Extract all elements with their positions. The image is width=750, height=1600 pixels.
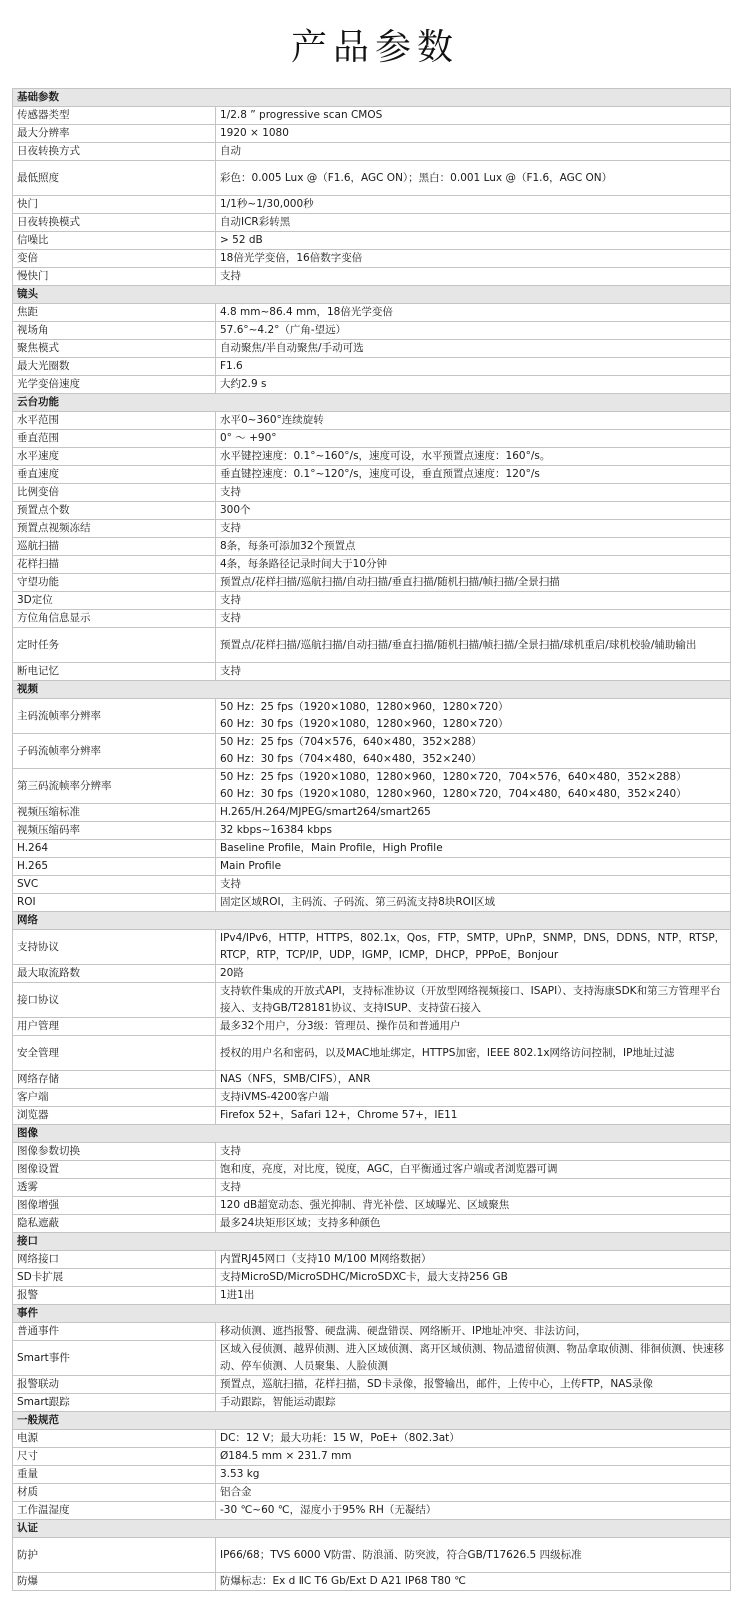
- param-value: 最多24块矩形区域；支持多种颜色: [216, 1215, 731, 1233]
- table-row: [13, 804, 731, 822]
- param-name: 快门: [13, 196, 216, 214]
- param-name: 视场角: [13, 322, 216, 340]
- table-row: [13, 376, 731, 394]
- param-name: 垂直速度: [13, 466, 216, 484]
- table-row: [13, 1573, 731, 1591]
- table-row: [13, 412, 731, 430]
- param-value: 预置点/花样扫描/巡航扫描/自动扫描/垂直扫描/随机扫描/帧扫描/全景扫描: [216, 574, 731, 592]
- param-value: Main Profile: [216, 858, 731, 876]
- param-name: 最大取流路数: [13, 965, 216, 983]
- param-name: 日夜转换模式: [13, 214, 216, 232]
- param-name: 接口协议: [13, 983, 216, 1018]
- param-value: 防爆标志：Ex d ⅡC T6 Gb/Ext D A21 IP68 T80 ℃: [216, 1573, 731, 1591]
- table-row: [13, 502, 731, 520]
- param-name: 工作温湿度: [13, 1502, 216, 1520]
- param-value: 支持: [216, 663, 731, 681]
- param-name: 传感器类型: [13, 107, 216, 125]
- table-row: [13, 1287, 731, 1305]
- table-row: [13, 1161, 731, 1179]
- table-row: [13, 358, 731, 376]
- table-row: [13, 1179, 731, 1197]
- param-name: 浏览器: [13, 1107, 216, 1125]
- table-row: [13, 538, 731, 556]
- param-name: 透雾: [13, 1179, 216, 1197]
- param-value: 水平0~360°连续旋转: [216, 412, 731, 430]
- section-title: 网络: [13, 912, 731, 930]
- param-name: H.264: [13, 840, 216, 858]
- section-title: 接口: [13, 1233, 731, 1251]
- table-row: [13, 250, 731, 268]
- param-value: 支持: [216, 592, 731, 610]
- param-name: 视频压缩码率: [13, 822, 216, 840]
- param-value: 支持软件集成的开放式API，支持标准协议（开放型网络视频接口、ISAPI）、支持海康SDK和第三方管理平台接入、支持GB/T28181协议、支持ISUP、支持萤石接入: [216, 983, 731, 1018]
- section-title: 一般规范: [13, 1412, 731, 1430]
- section-title: 基础参数: [13, 89, 731, 107]
- param-name: 报警联动: [13, 1376, 216, 1394]
- param-name: 第三码流帧率分辨率: [13, 769, 216, 804]
- table-row: [13, 574, 731, 592]
- param-name: 花样扫描: [13, 556, 216, 574]
- table-row: [13, 196, 731, 214]
- table-row: [13, 1376, 731, 1394]
- param-name: 定时任务: [13, 628, 216, 663]
- param-value: 1进1出: [216, 1287, 731, 1305]
- param-name: 视频压缩标准: [13, 804, 216, 822]
- section-title: 事件: [13, 1305, 731, 1323]
- param-name: 最大光圈数: [13, 358, 216, 376]
- param-value: 120 dB超宽动态、强光抑制、背光补偿、区域曝光、区域聚焦: [216, 1197, 731, 1215]
- param-name: 守望功能: [13, 574, 216, 592]
- param-name: 客户端: [13, 1089, 216, 1107]
- param-name: 预置点个数: [13, 502, 216, 520]
- param-name: 焦距: [13, 304, 216, 322]
- table-row: [13, 1251, 731, 1269]
- table-row: [13, 1269, 731, 1287]
- param-value: 1920 × 1080: [216, 125, 731, 143]
- param-value: 支持: [216, 876, 731, 894]
- param-value: 3.53 kg: [216, 1466, 731, 1484]
- spec-table: [12, 88, 731, 1591]
- table-row: [13, 232, 731, 250]
- param-value: 内置RJ45网口（支持10 M/100 M网络数据）: [216, 1251, 731, 1269]
- param-name: 水平范围: [13, 412, 216, 430]
- param-value: 区域入侵侦测、越界侦测、进入区域侦测、离开区域侦测、物品遗留侦测、物品拿取侦测、徘徊侦测、快速移动、停车侦测、人员聚集、人脸侦测: [216, 1341, 731, 1376]
- table-row: [13, 1089, 731, 1107]
- param-value: Baseline Profile，Main Profile，High Profile: [216, 840, 731, 858]
- param-name: 图像设置: [13, 1161, 216, 1179]
- param-value: 支持: [216, 484, 731, 502]
- param-name: SVC: [13, 876, 216, 894]
- param-name: 防护: [13, 1538, 216, 1573]
- table-row: [13, 125, 731, 143]
- param-name: 垂直范围: [13, 430, 216, 448]
- param-value: 垂直键控速度：0.1°~120°/s，速度可设，垂直预置点速度：120°/s: [216, 466, 731, 484]
- table-row: [13, 822, 731, 840]
- param-value: 支持: [216, 1143, 731, 1161]
- param-value: F1.6: [216, 358, 731, 376]
- table-row: [13, 161, 731, 196]
- table-row: [13, 769, 731, 804]
- param-value: 自动: [216, 143, 731, 161]
- table-row: [13, 930, 731, 965]
- table-row: [13, 1323, 731, 1341]
- param-value: 1/2.8 ” progressive scan CMOS: [216, 107, 731, 125]
- param-value: 授权的用户名和密码，以及MAC地址绑定，HTTPS加密，IEEE 802.1x网络访问控制，IP地址过滤: [216, 1036, 731, 1071]
- param-name: Smart事件: [13, 1341, 216, 1376]
- section-header: [13, 1520, 731, 1538]
- table-row: [13, 1107, 731, 1125]
- section-title: 认证: [13, 1520, 731, 1538]
- param-value: 自动聚焦/半自动聚焦/手动可选: [216, 340, 731, 358]
- param-value: 自动ICR彩转黑: [216, 214, 731, 232]
- param-value: NAS（NFS，SMB/CIFS），ANR: [216, 1071, 731, 1089]
- param-value: 支持iVMS-4200客户端: [216, 1089, 731, 1107]
- param-value: 饱和度，亮度，对比度，锐度，AGC，白平衡通过客户端或者浏览器可调: [216, 1161, 731, 1179]
- table-row: [13, 143, 731, 161]
- param-value: 50 Hz：25 fps（704×576，640×480，352×288） 60 Hz：30 fps（704×480，640×480，352×240）: [216, 734, 731, 769]
- param-value: H.265/H.264/MJPEG/smart264/smart265: [216, 804, 731, 822]
- param-value: Ø184.5 mm × 231.7 mm: [216, 1448, 731, 1466]
- param-value: 彩色：0.005 Lux @（F1.6，AGC ON）；黑白：0.001 Lux @（F1.6，AGC ON）: [216, 161, 731, 196]
- section-header: [13, 394, 731, 412]
- table-row: [13, 1394, 731, 1412]
- table-row: [13, 894, 731, 912]
- table-row: [13, 1143, 731, 1161]
- param-name: 重量: [13, 1466, 216, 1484]
- param-value: 支持: [216, 268, 731, 286]
- page-title: 产品参数: [290, 27, 459, 68]
- param-name: 预置点视频冻结: [13, 520, 216, 538]
- param-name: 材质: [13, 1484, 216, 1502]
- table-row: [13, 699, 731, 734]
- param-value: 18倍光学变倍，16倍数字变倍: [216, 250, 731, 268]
- param-value: 预置点/花样扫描/巡航扫描/自动扫描/垂直扫描/随机扫描/帧扫描/全景扫描/球机重启/球机校验/辅助输出: [216, 628, 731, 663]
- param-name: 变倍: [13, 250, 216, 268]
- param-value: 8条，每条可添加32个预置点: [216, 538, 731, 556]
- table-row: [13, 965, 731, 983]
- table-row: [13, 876, 731, 894]
- param-name: 3D定位: [13, 592, 216, 610]
- param-name: 尺寸: [13, 1448, 216, 1466]
- param-value: DC：12 V；最大功耗：15 W，PoE+（802.3at）: [216, 1430, 731, 1448]
- param-name: 信噪比: [13, 232, 216, 250]
- param-name: 用户管理: [13, 1018, 216, 1036]
- param-name: 电源: [13, 1430, 216, 1448]
- param-value: 57.6°~4.2°（广角-望远）: [216, 322, 731, 340]
- table-row: [13, 734, 731, 769]
- param-name: H.265: [13, 858, 216, 876]
- table-row: [13, 1484, 731, 1502]
- param-value: 32 kbps~16384 kbps: [216, 822, 731, 840]
- table-row: [13, 1018, 731, 1036]
- param-value: 大约2.9 s: [216, 376, 731, 394]
- table-row: [13, 663, 731, 681]
- param-value: 1/1秒~1/30,000秒: [216, 196, 731, 214]
- param-value: 铝合金: [216, 1484, 731, 1502]
- table-row: [13, 610, 731, 628]
- table-row: [13, 1197, 731, 1215]
- param-value: 300个: [216, 502, 731, 520]
- table-row: [13, 214, 731, 232]
- table-row: [13, 1448, 731, 1466]
- table-row: [13, 466, 731, 484]
- table-row: [13, 1502, 731, 1520]
- param-value: 支持MicroSD/MicroSDHC/MicroSDXC卡，最大支持256 GB: [216, 1269, 731, 1287]
- table-row: [13, 628, 731, 663]
- param-value: 支持: [216, 1179, 731, 1197]
- table-row: [13, 1215, 731, 1233]
- param-name: 子码流帧率分辨率: [13, 734, 216, 769]
- param-name: 防爆: [13, 1573, 216, 1591]
- param-value: 预置点，巡航扫描，花样扫描，SD卡录像，报警输出，邮件，上传中心，上传FTP，NAS录像: [216, 1376, 731, 1394]
- param-value: 移动侦测、遮挡报警、硬盘满、硬盘错误、网络断开、IP地址冲突、非法访问，: [216, 1323, 731, 1341]
- table-row: [13, 592, 731, 610]
- table-row: [13, 1341, 731, 1376]
- section-header: [13, 681, 731, 699]
- table-row: [13, 1466, 731, 1484]
- param-name: 主码流帧率分辨率: [13, 699, 216, 734]
- section-header: [13, 1233, 731, 1251]
- param-name: SD卡扩展: [13, 1269, 216, 1287]
- param-name: 比例变倍: [13, 484, 216, 502]
- param-value: Firefox 52+，Safari 12+，Chrome 57+，IE11: [216, 1107, 731, 1125]
- param-name: 水平速度: [13, 448, 216, 466]
- param-name: 断电记忆: [13, 663, 216, 681]
- section-title: 云台功能: [13, 394, 731, 412]
- param-value: 支持: [216, 610, 731, 628]
- table-row: [13, 520, 731, 538]
- table-row: [13, 430, 731, 448]
- param-value: IP66/68；TVS 6000 V防雷、防浪涌、防突波，符合GB/T17626.5 四级标准: [216, 1538, 731, 1573]
- table-row: [13, 322, 731, 340]
- param-name: 网络存储: [13, 1071, 216, 1089]
- section-header: [13, 1412, 731, 1430]
- section-header: [13, 1305, 731, 1323]
- param-name: 光学变倍速度: [13, 376, 216, 394]
- param-name: 支持协议: [13, 930, 216, 965]
- table-row: [13, 484, 731, 502]
- param-name: 安全管理: [13, 1036, 216, 1071]
- param-name: 巡航扫描: [13, 538, 216, 556]
- param-name: 慢快门: [13, 268, 216, 286]
- table-row: [13, 858, 731, 876]
- section-header: [13, 89, 731, 107]
- param-name: 普通事件: [13, 1323, 216, 1341]
- param-value: IPv4/IPv6，HTTP，HTTPS，802.1x，Qos，FTP，SMTP，UPnP，SNMP，DNS，DDNS，NTP，RTSP，RTCP，RTP，TCP/IP，UDP，IGMP，ICMP，DHCP，PPPoE，Bonjour: [216, 930, 731, 965]
- param-value: 4条，每条路径记录时间大于10分钟: [216, 556, 731, 574]
- section-header: [13, 912, 731, 930]
- param-value: 20路: [216, 965, 731, 983]
- table-row: [13, 556, 731, 574]
- param-name: 图像增强: [13, 1197, 216, 1215]
- section-header: [13, 1125, 731, 1143]
- param-name: 最大分辨率: [13, 125, 216, 143]
- table-row: [13, 448, 731, 466]
- section-header: [13, 286, 731, 304]
- param-name: 隐私遮蔽: [13, 1215, 216, 1233]
- table-row: [13, 304, 731, 322]
- param-name: 聚焦模式: [13, 340, 216, 358]
- param-value: 手动跟踪，智能运动跟踪: [216, 1394, 731, 1412]
- table-row: [13, 1036, 731, 1071]
- table-row: [13, 1430, 731, 1448]
- section-title: 视频: [13, 681, 731, 699]
- param-value: 0° ～ +90°: [216, 430, 731, 448]
- table-row: [13, 983, 731, 1018]
- param-name: Smart跟踪: [13, 1394, 216, 1412]
- param-name: 方位角信息显示: [13, 610, 216, 628]
- param-value: 固定区域ROI，主码流、子码流、第三码流支持8块ROI区域: [216, 894, 731, 912]
- table-row: [13, 107, 731, 125]
- section-title: 镜头: [13, 286, 731, 304]
- param-value: 4.8 mm~86.4 mm，18倍光学变倍: [216, 304, 731, 322]
- param-value: > 52 dB: [216, 232, 731, 250]
- param-value: 支持: [216, 520, 731, 538]
- table-row: [13, 1538, 731, 1573]
- table-row: [13, 840, 731, 858]
- table-row: [13, 340, 731, 358]
- param-name: ROI: [13, 894, 216, 912]
- param-name: 最低照度: [13, 161, 216, 196]
- param-name: 报警: [13, 1287, 216, 1305]
- param-name: 日夜转换方式: [13, 143, 216, 161]
- param-name: 网络接口: [13, 1251, 216, 1269]
- param-value: 50 Hz：25 fps（1920×1080，1280×960，1280×720，704×576，640×480，352×288） 60 Hz：30 fps（1920×1080，1280×960，1280×720，704×480，640×480，352×240）: [216, 769, 731, 804]
- param-value: -30 ℃~60 ℃，湿度小于95% RH（无凝结）: [216, 1502, 731, 1520]
- param-value: 最多32个用户，分3级：管理员、操作员和普通用户: [216, 1018, 731, 1036]
- param-value: 水平键控速度：0.1°~160°/s，速度可设，水平预置点速度：160°/s。: [216, 448, 731, 466]
- table-row: [13, 268, 731, 286]
- param-name: 图像参数切换: [13, 1143, 216, 1161]
- table-row: [13, 1071, 731, 1089]
- param-value: 50 Hz：25 fps（1920×1080，1280×960，1280×720） 60 Hz：30 fps（1920×1080，1280×960，1280×720）: [216, 699, 731, 734]
- section-title: 图像: [13, 1125, 731, 1143]
